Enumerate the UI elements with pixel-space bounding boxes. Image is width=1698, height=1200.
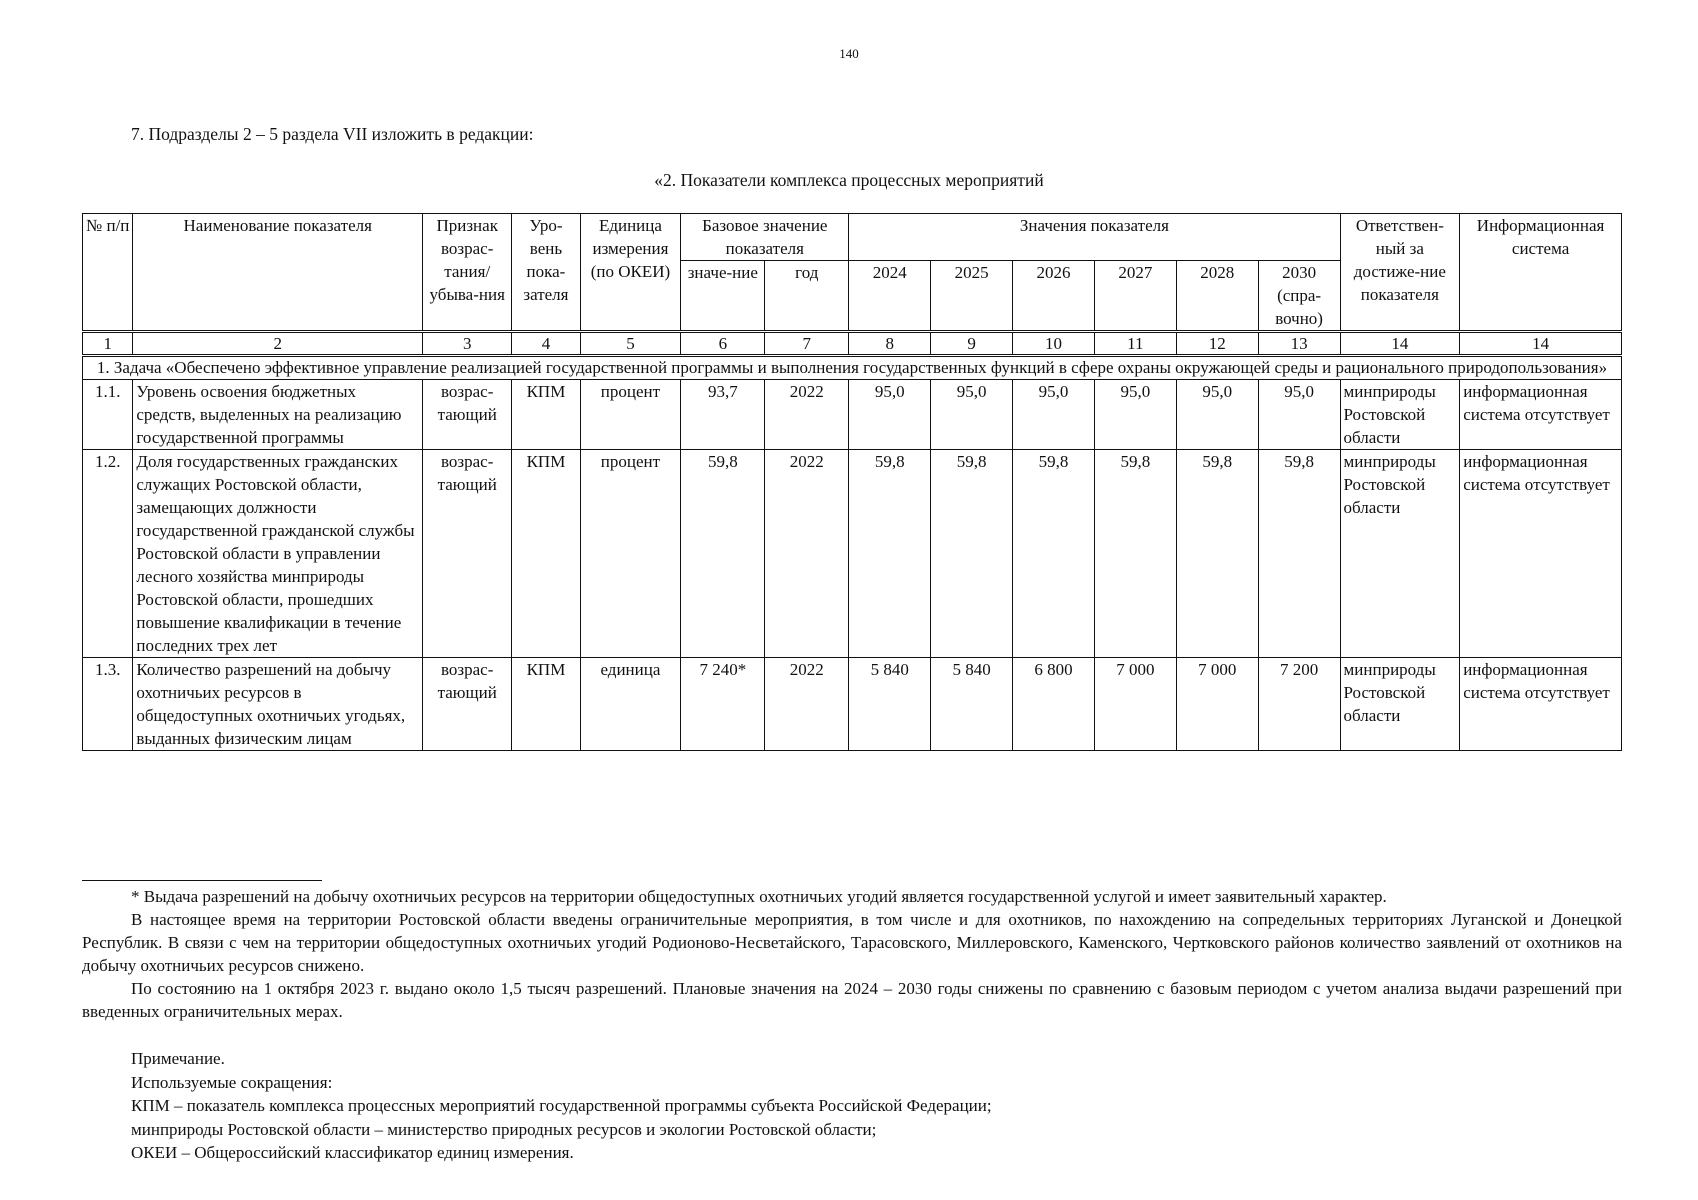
row-level: КПМ bbox=[512, 450, 580, 658]
row-info-system: информационная система отсутствует bbox=[1460, 450, 1622, 658]
row-value: 59,8 bbox=[931, 450, 1013, 658]
row-name: Количество разрешений на добычу охотничьих ресурсов в общедоступных охотничьих угодьях, выданных физическим лицам bbox=[133, 658, 423, 751]
footnote-divider bbox=[82, 880, 322, 881]
header-base-value: значе-ние bbox=[681, 261, 765, 332]
remark-line: минприроды Ростовской области – министерство природных ресурсов и экологии Ростовской области; bbox=[131, 1119, 877, 1139]
col-number: 10 bbox=[1013, 332, 1095, 356]
table-title bbox=[0, 170, 1698, 191]
col-number: 11 bbox=[1094, 332, 1176, 356]
row-name: Доля государственных гражданских служащих Ростовской области, замещающих должности государственной гражданской службы Ростовской области в управлении лесного хозяйства минприроды Ростовской области, прошедших повышение квалификации в течение последних трех лет bbox=[133, 450, 423, 658]
header-year: 2027 bbox=[1094, 261, 1176, 332]
footnote-paragraph: По состоянию на 1 октября 2023 г. выдано около 1,5 тысяч разрешений. Плановые значения на 2024 – 2030 годы снижены по сравнению с базовым периодом с учетом анализа выдачи разрешений при введенных ограничительных мерах. bbox=[82, 979, 1622, 1021]
row-unit: единица bbox=[580, 658, 681, 751]
row-base-year: 2022 bbox=[765, 450, 849, 658]
table-row bbox=[83, 380, 1622, 450]
header-num: № п/п bbox=[83, 214, 133, 332]
row-unit: процент bbox=[580, 380, 681, 450]
row-value: 5 840 bbox=[931, 658, 1013, 751]
row-name: Уровень освоения бюджетных средств, выделенных на реализацию государственной программы bbox=[133, 380, 423, 450]
row-sign: возрас-тающий bbox=[423, 658, 512, 751]
row-base-value: 59,8 bbox=[681, 450, 765, 658]
task-description: 1. Задача «Обеспечено эффективное управление реализацией государственной программы и выполнения государственных функций в сфере охраны окружающей среды и рационального природопользования» bbox=[83, 356, 1622, 380]
col-number: 12 bbox=[1176, 332, 1258, 356]
header-unit: Единица измерения (по ОКЕИ) bbox=[580, 214, 681, 332]
header-base: Базовое значение показателя bbox=[681, 214, 849, 261]
row-sign: возрас-тающий bbox=[423, 380, 512, 450]
remark-line: ОКЕИ – Общероссийский классификатор единиц измерения. bbox=[131, 1143, 574, 1162]
remark-line: Примечание. bbox=[131, 1049, 225, 1068]
row-responsible: минприроды Ростовской области bbox=[1340, 380, 1460, 450]
row-level: КПМ bbox=[512, 658, 580, 751]
col-number: 3 bbox=[423, 332, 512, 356]
header-year: 2025 bbox=[931, 261, 1013, 332]
remarks-block bbox=[131, 1047, 992, 1165]
col-number: 6 bbox=[681, 332, 765, 356]
row-info-system: информационная система отсутствует bbox=[1460, 380, 1622, 450]
header-year: 2026 bbox=[1013, 261, 1095, 332]
row-value: 59,8 bbox=[1094, 450, 1176, 658]
table-row bbox=[83, 450, 1622, 658]
row-base-year: 2022 bbox=[765, 658, 849, 751]
row-responsible: минприроды Ростовской области bbox=[1340, 450, 1460, 658]
col-number: 4 bbox=[512, 332, 580, 356]
row-unit: процент bbox=[580, 450, 681, 658]
col-number: 14 bbox=[1340, 332, 1460, 356]
indicators-table bbox=[82, 213, 1622, 751]
col-number: 7 bbox=[765, 332, 849, 356]
header-responsible: Ответствен-ный за достиже-ние показателя bbox=[1340, 214, 1460, 332]
header-info-system: Информационная система bbox=[1460, 214, 1622, 332]
row-num: 1.3. bbox=[83, 658, 133, 751]
row-info-system: информационная система отсутствует bbox=[1460, 658, 1622, 751]
page-number: 140 bbox=[839, 46, 859, 61]
row-value: 95,0 bbox=[849, 380, 931, 450]
task-row bbox=[83, 356, 1622, 380]
table-row bbox=[83, 658, 1622, 751]
header-row-1 bbox=[83, 214, 1622, 261]
row-num: 1.1. bbox=[83, 380, 133, 450]
row-value: 95,0 bbox=[931, 380, 1013, 450]
header-sign: Признак возрас-тания/ убыва-ния bbox=[423, 214, 512, 332]
row-base-value: 93,7 bbox=[681, 380, 765, 450]
row-base-value: 7 240* bbox=[681, 658, 765, 751]
row-base-year: 2022 bbox=[765, 380, 849, 450]
row-value: 5 840 bbox=[849, 658, 931, 751]
row-value: 7 000 bbox=[1094, 658, 1176, 751]
row-value: 59,8 bbox=[1013, 450, 1095, 658]
col-number: 8 bbox=[849, 332, 931, 356]
footnote-paragraph: * Выдача разрешений на добычу охотничьих ресурсов на территории общедоступных охотничьих угодий является государственной услугой и имеет заявительный характер. bbox=[131, 887, 1387, 906]
header-year: 2030 (спра-вочно) bbox=[1258, 261, 1340, 332]
column-number-row bbox=[83, 332, 1622, 356]
header-year: 2028 bbox=[1176, 261, 1258, 332]
row-responsible: минприроды Ростовской области bbox=[1340, 658, 1460, 751]
col-number: 2 bbox=[133, 332, 423, 356]
row-value: 59,8 bbox=[1258, 450, 1340, 658]
row-value: 7 000 bbox=[1176, 658, 1258, 751]
row-value: 6 800 bbox=[1013, 658, 1095, 751]
row-value: 95,0 bbox=[1013, 380, 1095, 450]
row-value: 95,0 bbox=[1176, 380, 1258, 450]
header-level: Уро-вень пока-зателя bbox=[512, 214, 580, 332]
remark-line: Используемые сокращения: bbox=[131, 1072, 333, 1092]
remark-line: КПМ – показатель комплекса процессных мероприятий государственной программы субъекта Российской Федерации; bbox=[131, 1096, 992, 1115]
col-number: 13 bbox=[1258, 332, 1340, 356]
intro-paragraph: 7. Подразделы 2 – 5 раздела VII изложить в редакции: bbox=[131, 124, 534, 144]
row-value: 95,0 bbox=[1094, 380, 1176, 450]
footnote-paragraph: В настоящее время на территории Ростовской области введены ограничительные мероприятия, в том числе и для охотников, по нахождению на сопредельных территориях Луганской и Донецкой Республик. В связи с чем на территории общедоступных охотничьих угодий Родионово-Несветайского, Тарасовского, Миллеровского, Каменского, Чертковского районов количество заявлений от охотников на добычу охотничьих ресурсов снижено. bbox=[82, 910, 1622, 975]
row-value: 59,8 bbox=[849, 450, 931, 658]
col-number: 14 bbox=[1460, 332, 1622, 356]
header-year: 2024 bbox=[849, 261, 931, 332]
row-value: 95,0 bbox=[1258, 380, 1340, 450]
row-value: 7 200 bbox=[1258, 658, 1340, 751]
row-sign: возрас-тающий bbox=[423, 450, 512, 658]
col-number: 5 bbox=[580, 332, 681, 356]
table-title-text: «2. Показатели комплекса процессных мероприятий bbox=[654, 170, 1044, 190]
col-number: 9 bbox=[931, 332, 1013, 356]
row-level: КПМ bbox=[512, 380, 580, 450]
footnotes bbox=[82, 885, 1622, 1023]
header-values: Значения показателя bbox=[849, 214, 1340, 261]
col-number: 1 bbox=[83, 332, 133, 356]
row-value: 59,8 bbox=[1176, 450, 1258, 658]
row-num: 1.2. bbox=[83, 450, 133, 658]
header-name: Наименование показателя bbox=[133, 214, 423, 332]
header-base-year: год bbox=[765, 261, 849, 332]
